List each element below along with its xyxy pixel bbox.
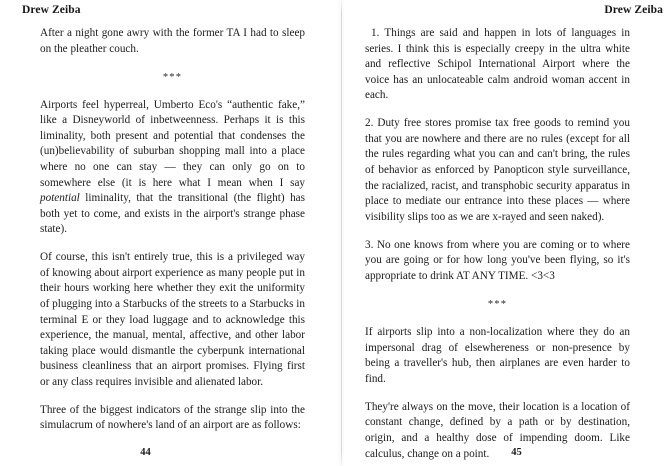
page-number-right: 45 — [511, 447, 522, 458]
paragraph: Of course, this isn't entirely true, this is a privileged way of knowing about airport experience as many people put in their hours working here whether they exit the uniformity of plugging into a Starbucks of the streets to a Starbucks in terminal E or they load luggage and to acknowledge this experience, the manual, mental, affective, and other labor taking place would dismantle the cyberpunk international business cleanliness that an airport promises. Flying first or any class requires invisible and alienated labor. — [40, 251, 305, 388]
page-number-left: 44 — [140, 447, 151, 458]
running-head-right: Drew Zeiba — [604, 4, 663, 16]
paragraph: They're always on the move, their location is a location of constant change, defined by a path or by destination, origin, and a healthy dose of impending doom. Like calculus, change on a point. — [365, 400, 630, 460]
paragraph: Three of the biggest indicators of the strange slip into the simulacrum of nowhere's land of an airport are as follows: — [40, 403, 305, 432]
emphasis-potential: potential — [40, 192, 80, 205]
right-page-text-column — [365, 26, 630, 462]
running-head-left: Drew Zeiba — [22, 4, 81, 16]
left-page-text-column — [40, 26, 305, 434]
section-separator: *** — [487, 298, 508, 310]
paragraph-text-part: Airports feel hyperreal, Umberto Eco's “authentic fake,” like a Disneyworld of inbetweenness. Perhaps it is this liminality, both present and potential that condenses the (un)believability of suburban shopping mall into a place where no one can stay — they can only go on to somewhere else (it is here what I mean when I say — [40, 98, 305, 189]
list-item: 2. Duty free stores promise tax free goods to remind you that you are nowhere and there are no rules (except for all the rules regarding what you can and can't bring, the rules of behavior as enforced by Panopticon style surveillance, the racialized, racist, and transphobic security apparatus in place to mediate our entrance into these places — where visibility slips too as we are x-rayed and seen naked). — [365, 117, 630, 223]
section-separator: *** — [162, 71, 183, 83]
right-page — [335, 0, 670, 466]
list-item: 3. No one knows from where you are coming or to where you are going or for how long you've been flying, so it's appropriate to drink AT ANY TIME. <3<3 — [365, 238, 630, 282]
paragraph: After a night gone awry with the former TA I had to sleep on the pleather couch. — [40, 27, 305, 55]
paragraph — [40, 98, 305, 238]
list-item: 1. Things are said and happen in lots of languages in series. I think this is especially creepy in the ultra white and reflective Schipol International Airport where the voice has an unlocateable calm android woman accent in each. — [365, 27, 630, 102]
paragraph: If airports slip into a non-localization where they do an impersonal drag of elsewhereness or non-presence by being a traveller's hub, then airplanes are even harder to find. — [365, 326, 630, 385]
paragraph-text-part: liminality, that the transitional (the flight) has both yet to come, and exists in the airport's strange phase state). — [40, 192, 305, 236]
